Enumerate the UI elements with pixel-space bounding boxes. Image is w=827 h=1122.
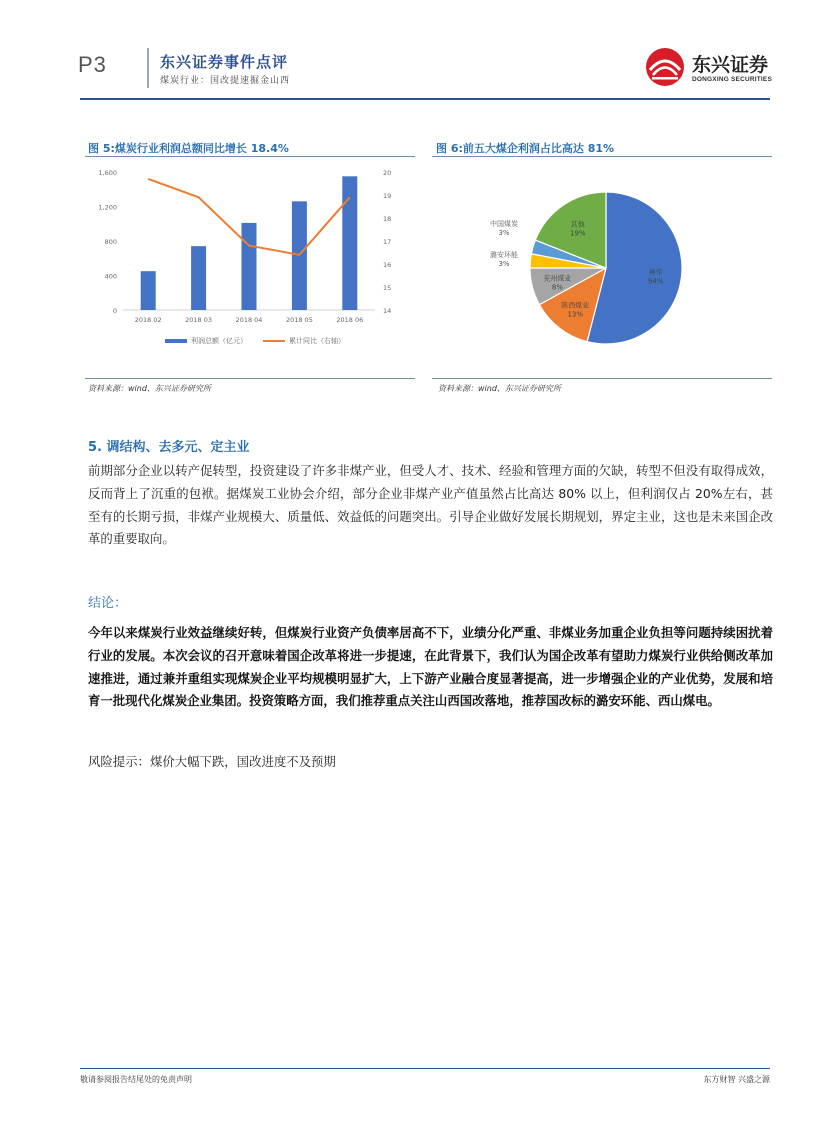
pie-slice-label: 兖州煤业 bbox=[543, 274, 572, 283]
pie-slice-pct: 3% bbox=[498, 260, 510, 268]
conclusion-body: 今年以来煤炭行业效益继续好转，但煤炭行业资产负债率居高不下，业绩分化严重、非煤业务加重企业负担等问题持续困扰着行业的发展。本次会议的召开意味着国企改革将进一步提速，在此背景下，我们认为国企改革有望助力煤炭行业供给侧改革加速推进，通过兼并重组实现煤炭企业平均规模明显扩大，上下游产业融合度显著提高，进一步增强企业的产业优势，发展和培育一批现代化煤炭企业集团。投资策略方面，我们推荐重点关注山西国改落地，推荐国改标的潞安环能、西山煤电。 bbox=[88, 625, 773, 709]
y-left-tick-label: 800 bbox=[104, 238, 117, 246]
legend-label-bar: 利润总额（亿元） bbox=[191, 337, 247, 345]
y-right-tick-label: 19 bbox=[383, 192, 392, 200]
page-number: P3 bbox=[78, 52, 107, 77]
logo-text-cn: 东兴证券 bbox=[692, 54, 769, 76]
x-tick-label: 2018 03 bbox=[185, 316, 213, 324]
x-tick-label: 2018 02 bbox=[134, 316, 162, 324]
y-right-tick-label: 15 bbox=[383, 284, 392, 292]
footer-rule bbox=[80, 1068, 770, 1069]
logo-text-en: DONGXING SECURITIES bbox=[692, 76, 773, 83]
section5-heading: 5. 调结构、去多元、定主业 bbox=[88, 440, 250, 455]
pie-slice-pct: 54% bbox=[647, 277, 664, 286]
conclusion-label: 结论： bbox=[88, 596, 128, 611]
figure5-source: 资料来源：wind、东兴证券研究所 bbox=[88, 384, 211, 393]
figure6-chart bbox=[432, 158, 772, 368]
y-right-tick-label: 14 bbox=[383, 307, 392, 315]
footer-disclaimer: 敬请参阅报告结尾处的免责声明 bbox=[80, 1075, 192, 1084]
company-logo bbox=[644, 46, 784, 90]
risk-warning: 风险提示：煤价大幅下跌，国改进度不及预期 bbox=[88, 754, 336, 769]
bar bbox=[242, 223, 257, 310]
x-tick-label: 2018 05 bbox=[285, 316, 313, 324]
header-divider bbox=[147, 48, 149, 88]
figure6-bottom-rule bbox=[432, 378, 772, 379]
pie-slice-label: 陕西煤业 bbox=[561, 301, 590, 310]
report-subtitle: 煤炭行业：国改提速掘金山西 bbox=[160, 76, 291, 86]
figure5-title: 图 5:煤炭行业利润总额同比增长 18.4% bbox=[88, 142, 289, 155]
x-tick-label: 2018 06 bbox=[336, 316, 364, 324]
bar bbox=[141, 271, 156, 310]
x-tick-label: 2018 04 bbox=[235, 316, 263, 324]
legend-swatch-bar bbox=[165, 339, 187, 343]
logo-mark-icon bbox=[644, 46, 688, 90]
figure5-chart bbox=[85, 158, 415, 358]
pie-slice-pct: 19% bbox=[570, 229, 586, 238]
figure5-bottom-rule bbox=[85, 378, 415, 379]
pie-slice-pct: 13% bbox=[567, 310, 584, 319]
y-right-tick-label: 20 bbox=[383, 169, 392, 177]
y-left-tick-label: 400 bbox=[104, 272, 117, 281]
footer-slogan: 东方财智 兴盛之源 bbox=[703, 1075, 770, 1084]
y-left-tick-label: 1,600 bbox=[98, 169, 117, 177]
figure6-title: 图 6:前五大煤企利润占比高达 81% bbox=[436, 142, 615, 155]
figure6-source: 资料来源：wind、东兴证券研究所 bbox=[438, 384, 561, 393]
figure5-top-rule bbox=[85, 156, 415, 157]
pie-slice-label: 潞安环能 bbox=[490, 251, 518, 259]
bar bbox=[191, 246, 206, 310]
y-left-tick-label: 1,200 bbox=[98, 203, 117, 212]
pie-slice-label: 中国煤炭 bbox=[490, 220, 518, 228]
pie-slice-pct: 8% bbox=[551, 283, 563, 292]
y-right-tick-label: 16 bbox=[383, 261, 392, 269]
pie-slice-label: 其他 bbox=[570, 220, 585, 229]
bar bbox=[342, 176, 357, 310]
report-type-title: 东兴证券事件点评 bbox=[160, 53, 289, 71]
y-left-tick-label: 0 bbox=[112, 307, 117, 315]
pie-slice-pct: 3% bbox=[498, 229, 510, 237]
pie-slice-label: 神华 bbox=[648, 268, 663, 277]
header-rule bbox=[80, 98, 770, 100]
figure6-top-rule bbox=[432, 156, 772, 157]
y-right-tick-label: 18 bbox=[383, 215, 392, 223]
y-right-tick-label: 17 bbox=[383, 238, 392, 246]
legend-label-line: 累计同比（右轴） bbox=[289, 337, 345, 345]
section5-body: 前期部分企业以转产促转型，投资建设了许多非煤产业，但受人才、技术、经验和管理方面的欠缺，转型不但没有取得成效，反而背上了沉重的包袱。据煤炭工业协会介绍，部分企业非煤产业产值虽然占比高达 80% 以上，但利润仅占 20%左右，甚至有的长期亏损，非煤产业规模大、质量低、效益低的问题突出。引导企业做好发展长期规划，界定主业，这也是未来国企改革的重要取向。 bbox=[88, 463, 773, 547]
